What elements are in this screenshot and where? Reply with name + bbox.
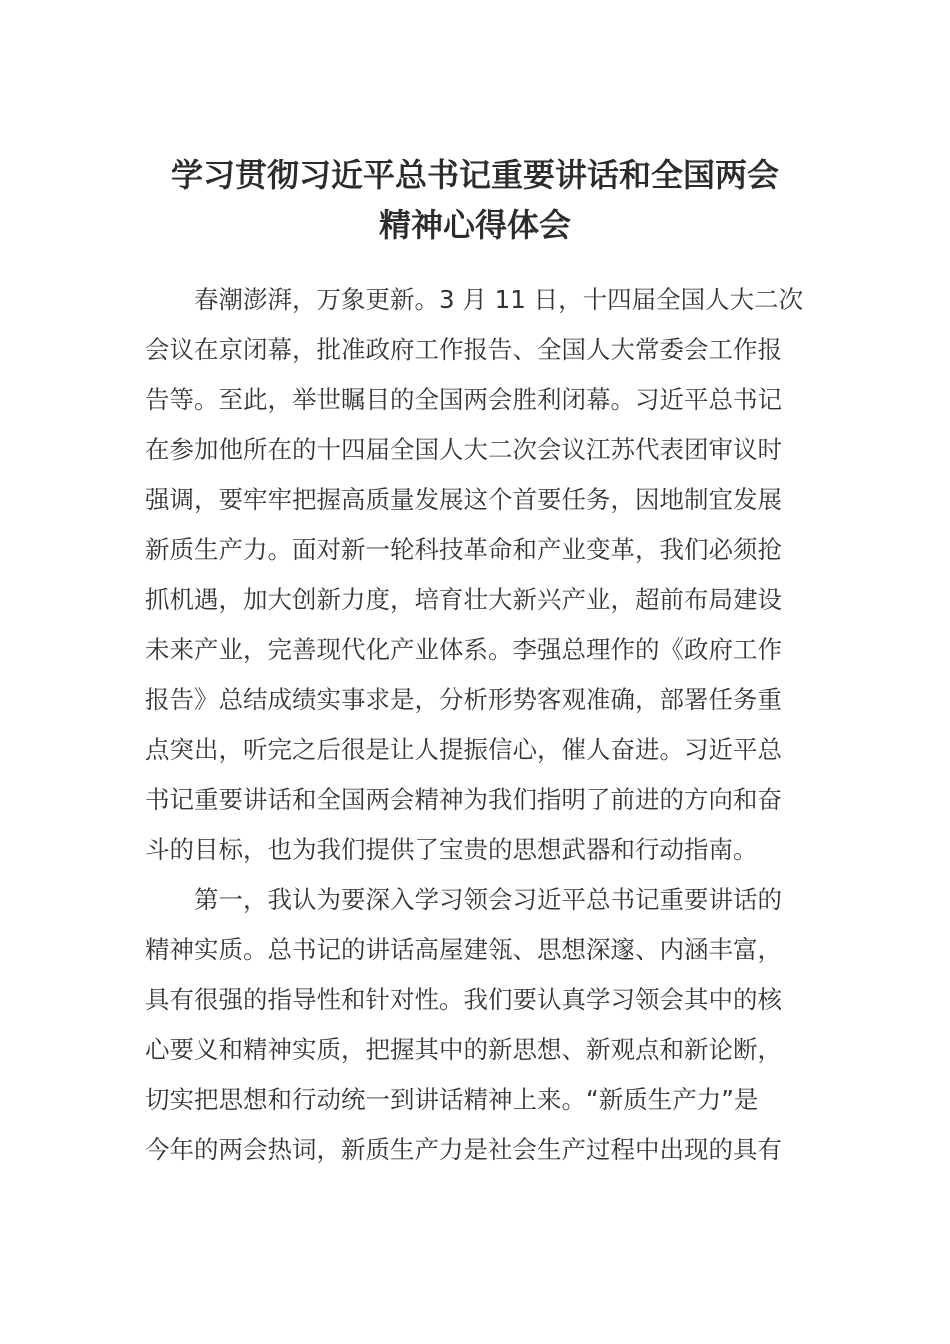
paragraph-line: 第一，我认为要深入学习领会习近平总书记重要讲话的 [194, 885, 782, 914]
paragraph-line: 今年的两会热词，新质生产力是社会生产过程中出现的具有 [145, 1135, 782, 1164]
paragraph-line: 告等。至此，举世瞩目的全国两会胜利闭幕。习近平总书记 [145, 385, 782, 414]
paragraph-line: 心要义和精神实质，把握其中的新思想、新观点和新论断， [145, 1035, 782, 1064]
paragraph-1 [145, 275, 805, 875]
paragraph-line: 精神实质。总书记的讲话高屋建瓴、思想深邃、内涵丰富， [145, 935, 782, 964]
paragraph-line: 切实把思想和行动统一到讲话精神上来。“新质生产力”是 [145, 1085, 759, 1114]
paragraph-line: 强调，要牢牢把握高质量发展这个首要任务，因地制宜发展 [145, 485, 782, 514]
paragraph-line: 点突出，听完之后很是让人提振信心，催人奋进。习近平总 [145, 735, 782, 764]
paragraph-line: 斗的目标，也为我们提供了宝贵的思想武器和行动指南。 [145, 835, 758, 864]
paragraph-line: 书记重要讲话和全国两会精神为我们指明了前进的方向和奋 [145, 785, 782, 814]
paragraph-line: 报告》总结成绩实事求是，分析形势客观准确，部署任务重 [145, 685, 782, 714]
paragraph-line: 未来产业，完善现代化产业体系。李强总理作的《政府工作 [145, 635, 782, 664]
paragraph-line: 春潮澎湃，万象更新。3 月 11 日，十四届全国人大二次 [194, 285, 804, 314]
document-body [145, 275, 805, 1175]
paragraph-line: 会议在京闭幕，批准政府工作报告、全国人大常委会工作报 [145, 335, 782, 364]
paragraph-line: 新质生产力。面对新一轮科技革命和产业变革，我们必须抢 [145, 535, 782, 564]
document-title [120, 150, 830, 250]
paragraph-line: 具有很强的指导性和针对性。我们要认真学习领会其中的核 [145, 985, 782, 1014]
title-line-2: 精神心得体会 [378, 206, 571, 244]
paragraph-2 [145, 875, 805, 1175]
paragraph-line: 在参加他所在的十四届全国人大二次会议江苏代表团审议时 [145, 435, 782, 464]
paragraph-line: 抓机遇，加大创新力度，培育壮大新兴产业，超前布局建设 [145, 585, 782, 614]
title-line-1: 学习贯彻习近平总书记重要讲话和全国两会 [170, 156, 779, 194]
